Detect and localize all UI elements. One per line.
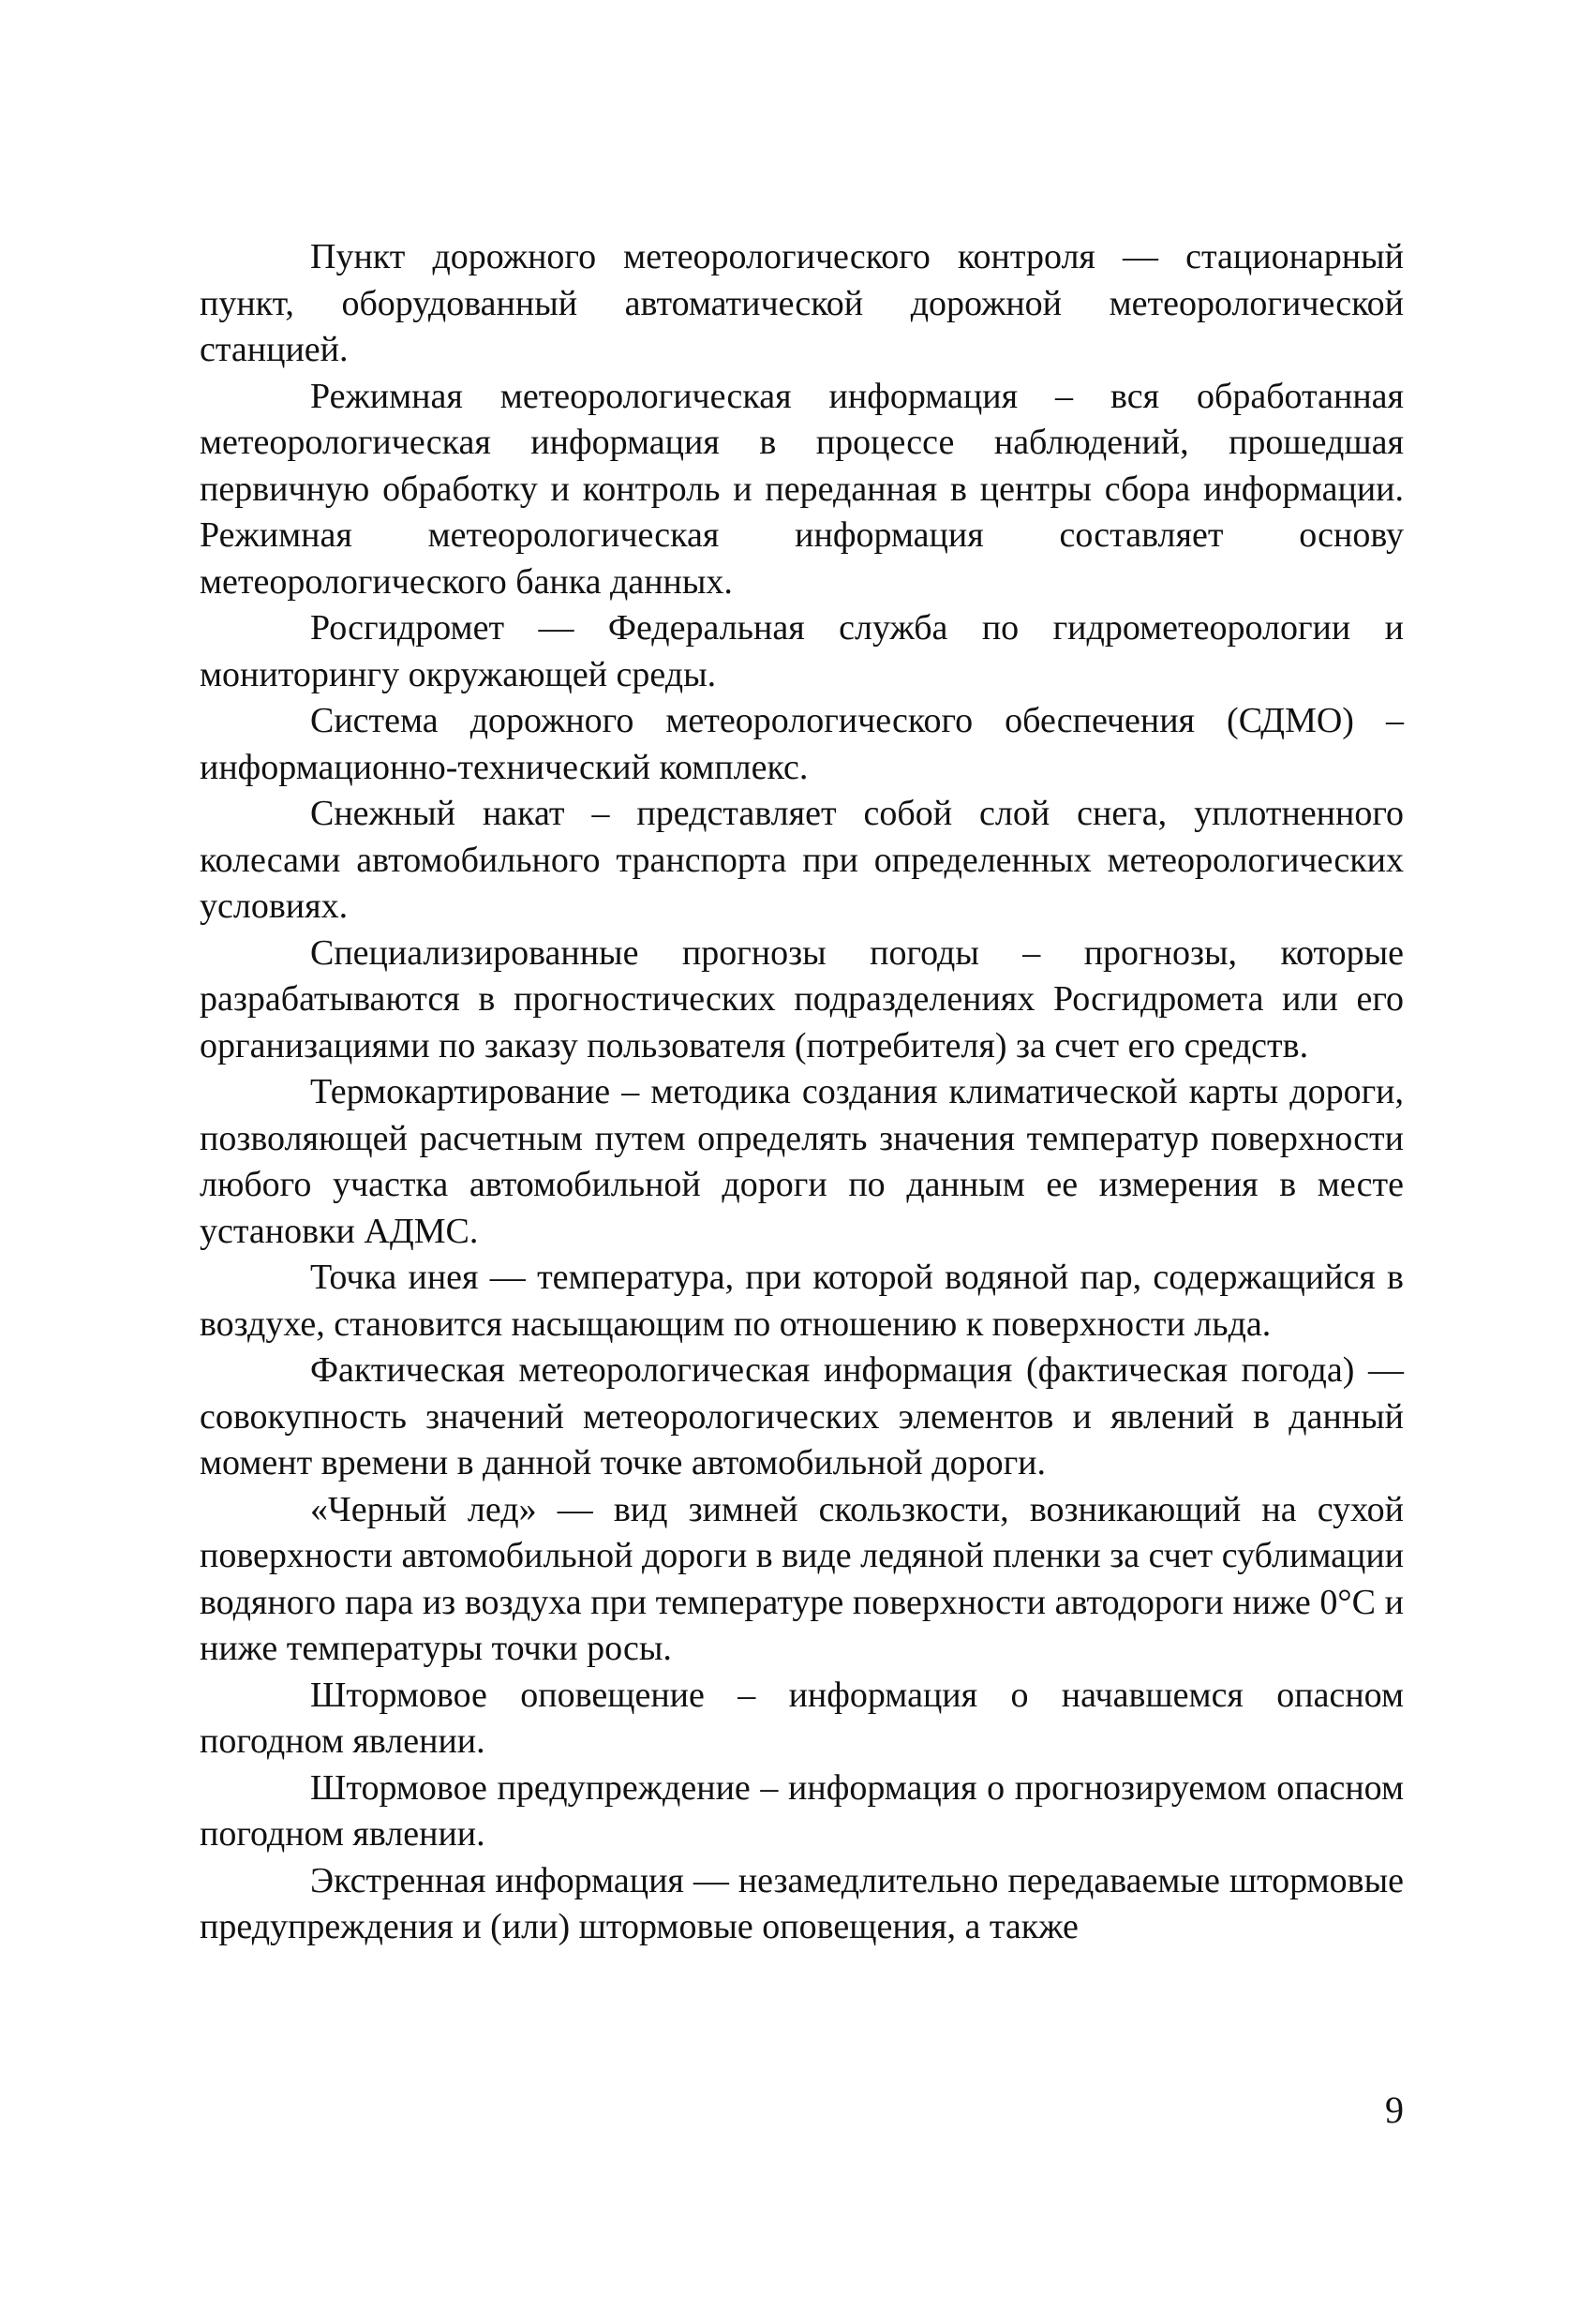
page-body xyxy=(200,234,1404,1951)
definition-paragraph: Росгидромет — Федеральная служба по гидрометеорологии и мониторингу окружающей среды. xyxy=(200,608,1404,694)
definition-paragraph: Термокартирование – методика создания климатической карты дороги, позволяющей расчетным путем определять значения температур поверхности любого участка автомобильной дороги по данным ее измерения в месте установки АДМС. xyxy=(200,1072,1404,1251)
page-number: 9 xyxy=(1385,2089,1404,2131)
definition-paragraph: Специализированные прогнозы погоды – прогнозы, которые разрабатываются в прогностических подразделениях Росгидромета или его организациями по заказу пользователя (потребителя) за счет его средств. xyxy=(200,932,1404,1065)
definition-paragraph: Точка инея — температура, при которой водяной пар, содержащийся в воздухе, становится насыщающим по отношению к поверхности льда. xyxy=(200,1258,1404,1344)
definition-paragraph: «Черный лед» — вид зимней скользкости, возникающий на сухой поверхности автомобильной дороги в виде ледяной пленки за счет сублимации водяного пара из воздуха при температуре поверхности автодороги ниже 0°C и ниже температуры точки росы. xyxy=(200,1489,1405,1668)
definition-paragraph: Система дорожного метеорологического обеспечения (СДМО) – информационно-технический комплекс. xyxy=(200,701,1404,787)
definition-paragraph: Фактическая метеорологическая информация (фактическая погода) — совокупность значений метеорологических элементов и явлений в данный момент времени в данной точке автомобильной дороги. xyxy=(200,1350,1404,1482)
definition-paragraph: Экстренная информация — незамедлительно передаваемые штормовые предупреждения и (или) штормовые оповещения, а также xyxy=(200,1860,1404,1946)
definition-paragraph: Штормовое предупреждение – информация о прогнозируемом опасном погодном явлении. xyxy=(200,1767,1404,1854)
definition-paragraph: Штормовое оповещение – информация о начавшемся опасном погодном явлении. xyxy=(200,1675,1404,1761)
definition-paragraph: Режимная метеорологическая информация – вся обработанная метеорологическая информация в процессе наблюдений, прошедшая первичную обработку и контроль и переданная в центры сбора информации. Режимная метеорологическая информация составляет основу метеорологического банка данных. xyxy=(200,376,1404,602)
definition-paragraph: Пункт дорожного метеорологического контроля — стационарный пункт, оборудованный автоматической дорожной метеорологической станцией. xyxy=(200,237,1404,369)
definition-paragraph: Снежный накат – представляет собой слой снега, уплотненного колесами автомобильного транспорта при определенных метеорологических условиях. xyxy=(200,794,1404,926)
